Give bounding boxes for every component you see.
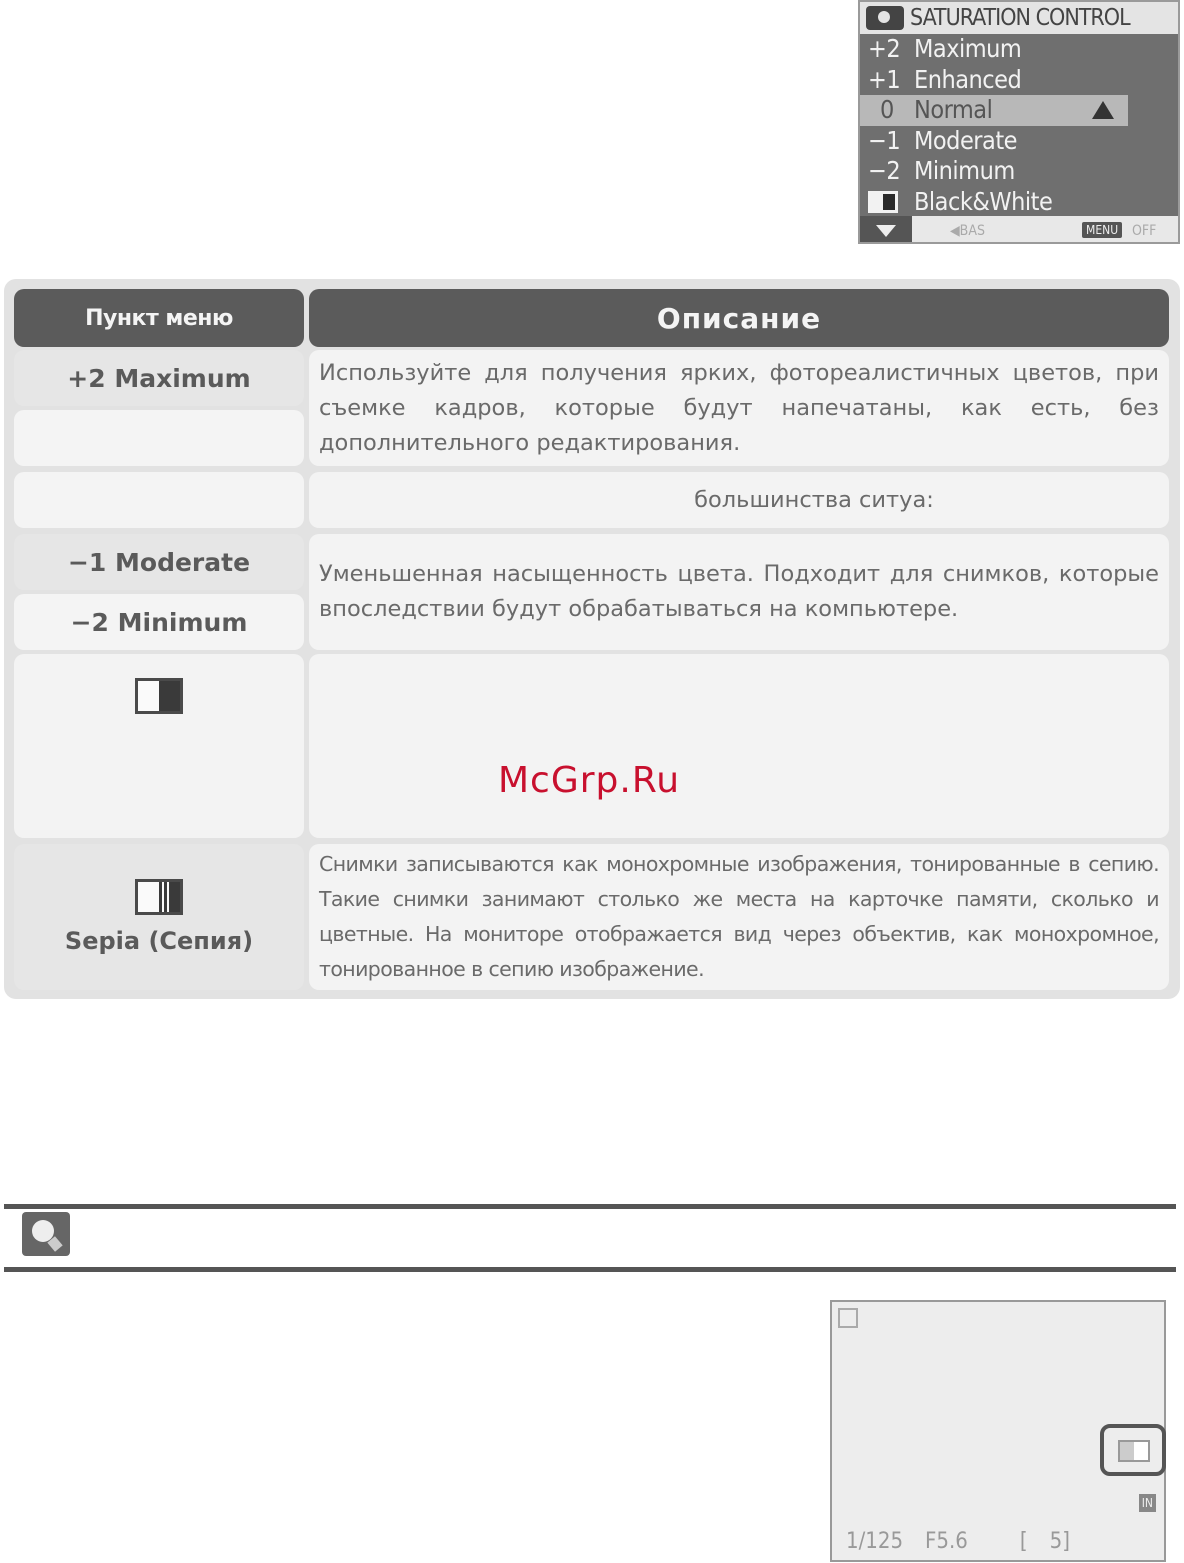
row-item-sepia — [14, 844, 304, 990]
saturation-control-menu-screenshot — [858, 0, 1180, 244]
menu-footer — [860, 216, 1178, 244]
description-text: Уменьшенная насыщенность цвета. Подходит для снимков, которые впоследствии будут обрабатываться на компьютере. — [319, 561, 1159, 622]
shutter-speed: 1/125 — [846, 1529, 904, 1554]
back-hint: ◀BAS — [950, 223, 985, 239]
row-item-minimum: −2 Minimum — [14, 594, 304, 650]
scroll-down-icon[interactable] — [860, 216, 912, 244]
menu-option-list — [860, 34, 1128, 217]
off-hint: OFF — [1132, 223, 1157, 239]
menu-item-moderate[interactable] — [860, 126, 1128, 157]
row-item-enhanced — [14, 410, 304, 466]
saturation-options-table — [4, 279, 1180, 999]
row-description-moderate-minimum — [309, 534, 1169, 650]
row-description-maximum — [309, 350, 1169, 466]
selected-marker-icon — [1092, 101, 1114, 119]
menu-item-black-white[interactable] — [860, 187, 1128, 218]
column-header-item: Пункт меню — [14, 289, 304, 347]
menu-item-label: Black&White — [914, 186, 1053, 216]
menu-item-enhanced[interactable] — [860, 65, 1128, 96]
row-item-maximum: +2 Maximum — [14, 350, 304, 406]
row-item-moderate: −1 Moderate — [14, 534, 304, 590]
tip-rule-top — [4, 1204, 1176, 1209]
aperture: F5.6 — [925, 1529, 968, 1554]
menu-item-code: 0 — [880, 95, 894, 124]
menu-item-label: Moderate — [914, 125, 1017, 155]
saturation-indicator-highlight — [1100, 1424, 1166, 1476]
description-text: Используйте для получения ярких, фотореалистичных цветов, при съемке кадров, которые будут напечатаны, как есть, без дополнительного редактирования. — [319, 359, 1159, 456]
menu-item-label: Maximum — [914, 34, 1022, 63]
menu-button-hint: MENU — [1082, 222, 1122, 238]
row-item-normal — [14, 472, 304, 528]
black-white-indicator-icon — [1118, 1440, 1150, 1462]
sepia-icon — [135, 879, 183, 915]
row-item-black-white — [14, 654, 304, 838]
row-description-normal — [309, 472, 1169, 528]
memory-indicator: IN — [1139, 1494, 1156, 1512]
black-white-icon — [135, 678, 183, 714]
frame-bracket: [ — [1019, 1529, 1028, 1554]
camera-icon — [866, 6, 904, 30]
menu-item-label: Enhanced — [914, 64, 1022, 94]
menu-item-label: Minimum — [914, 156, 1015, 185]
menu-item-maximum[interactable] — [860, 34, 1128, 65]
menu-title: SATURATION CONTROL — [910, 5, 1130, 31]
menu-item-normal[interactable] — [860, 95, 1128, 126]
watermark: McGrp.Ru — [498, 760, 681, 801]
tip-rule-bottom — [4, 1267, 1176, 1272]
menu-item-minimum[interactable] — [860, 156, 1128, 187]
black-white-icon — [868, 191, 898, 213]
row-description-black-white — [309, 654, 1169, 838]
tip-lightbulb-icon — [22, 1212, 70, 1256]
shooting-mode-icon — [838, 1308, 858, 1328]
description-text: большинства ситуа: — [694, 486, 934, 513]
menu-item-code: −2 — [868, 156, 901, 185]
sepia-label: Sepia (Сепия) — [64, 927, 254, 955]
menu-item-code: +1 — [868, 64, 901, 94]
monitor-status-bar — [846, 1529, 1092, 1554]
menu-item-label: Normal — [914, 95, 993, 124]
monitor-screenshot — [830, 1300, 1166, 1562]
menu-title-bar — [860, 2, 1178, 34]
description-text: Снимки записываются как монохромные изображения, тонированные в сепию. Такие снимки занимают столько же места на карточке памяти, сколько и цветные. На мониторе отображается вид через объектив, как монохромное, тонированное в сепию изображение. — [319, 852, 1159, 981]
frames-remaining: 5] — [1049, 1529, 1070, 1554]
row-description-sepia — [309, 844, 1169, 990]
menu-item-code: −1 — [868, 125, 901, 155]
column-header-description: Описание — [309, 289, 1169, 347]
menu-item-code: +2 — [868, 34, 901, 63]
